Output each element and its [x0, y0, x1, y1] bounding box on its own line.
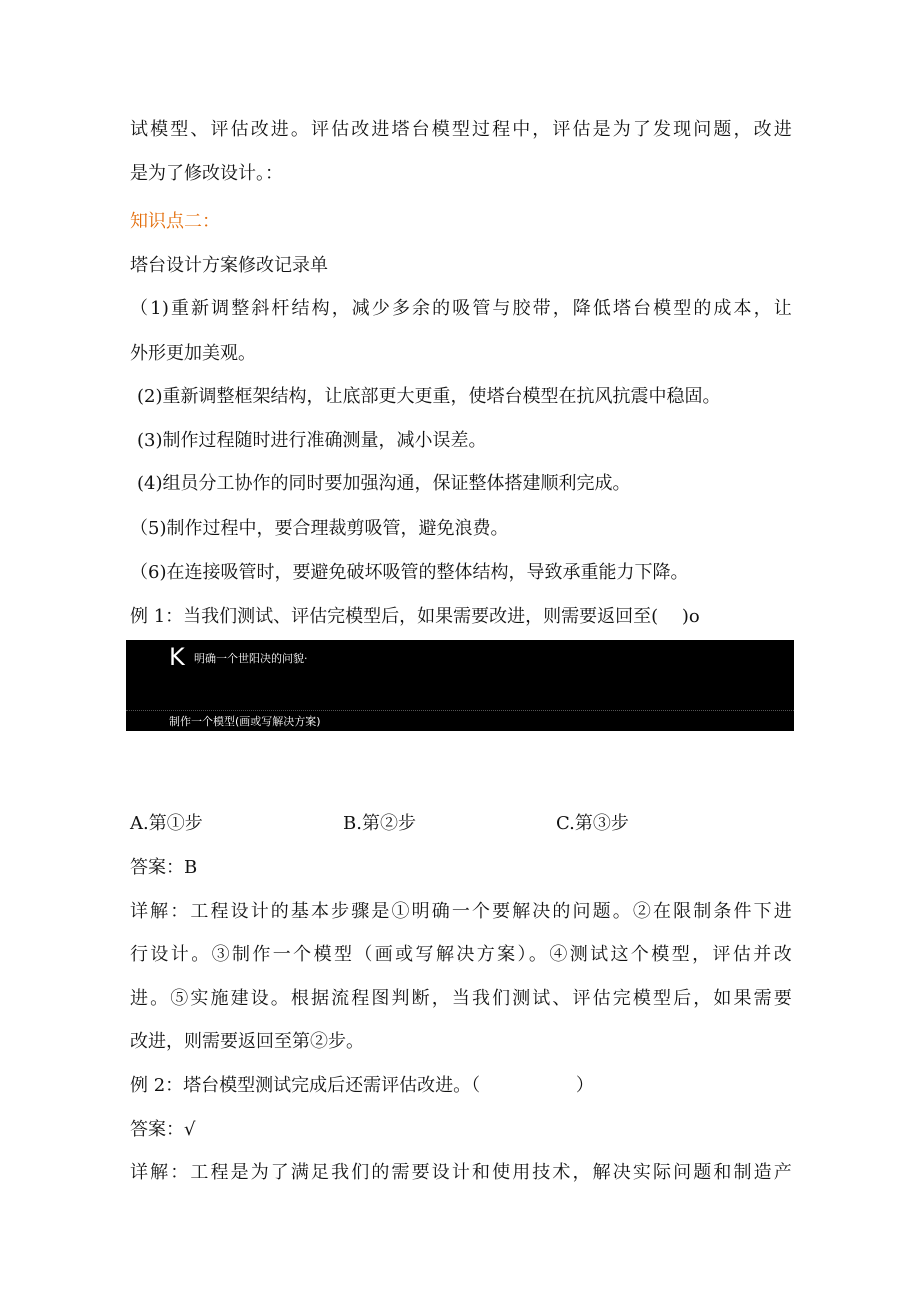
list-item: （1)重新调整斜杆结构，减少多余的吸管与胶带，降低塔台模型的成本，让 [130, 298, 792, 319]
figure-step-3: 制作一个模型(画或写解决方案) [169, 715, 321, 728]
explanation-line: 改进，则需要返回至第②步。 [130, 1031, 364, 1052]
example-question: 例 1：当我们测试、评估完模型后，如果需要改进，则需要返回至( )o [130, 606, 700, 627]
subheading: 塔台设计方案修改记录单 [130, 255, 328, 276]
explanation-line: 详解：工程设计的基本步骤是①明确一个要解决的问题。②在限制条件下进 [130, 901, 792, 922]
answer-line: 答案：√ [130, 1119, 196, 1140]
list-item: (2)重新调整框架结构，让底部更大更重，使塔台模型在抗风抗震中稳固。 [137, 386, 721, 407]
list-item: (4)组员分工协作的同时要加强沟通，保证整体搭建顺利完成。 [137, 473, 631, 494]
figure-step-1: 明确一个世阳决的问貌· [194, 652, 308, 665]
figure-divider [126, 710, 794, 711]
text-line: 试模型、评估改进。评估改进塔台模型过程中，评估是为了发现问题，改进 [130, 119, 792, 140]
figure-letter: K [169, 643, 185, 671]
section-heading: 知识点二： [130, 211, 220, 232]
explanation-line: 详解：工程是为了满足我们的需要设计和使用技术，解决实际问题和制造产 [130, 1162, 792, 1183]
option-a: A.第①步 [130, 813, 203, 834]
explanation-line: 行设计。③制作一个模型（画或写解决方案）。④测试这个模型，评估并改 [130, 944, 792, 965]
text-line: 是为了修改设计。： [130, 163, 283, 184]
answer-line: 答案：B [130, 857, 198, 878]
explanation-line: 进。⑤实施建设。根据流程图判断，当我们测试、评估完模型后，如果需要 [130, 988, 792, 1009]
list-item-continued: 外形更加美观。 [130, 343, 256, 364]
list-item: （6)在连接吸管时，要避免破坏吸管的整体结构，导致承重能力下降。 [130, 562, 689, 583]
list-item: (3)制作过程随时进行准确测量，减小误差。 [137, 430, 487, 451]
option-c: C.第③步 [556, 813, 629, 834]
option-b: B.第②步 [343, 813, 416, 834]
example-question: 例 2：塔台模型测试完成后还需评估改进。（ ） [130, 1075, 594, 1096]
list-item: （5)制作过程中，要合理裁剪吸管，避免浪费。 [130, 518, 509, 539]
flowchart-figure [126, 640, 794, 731]
